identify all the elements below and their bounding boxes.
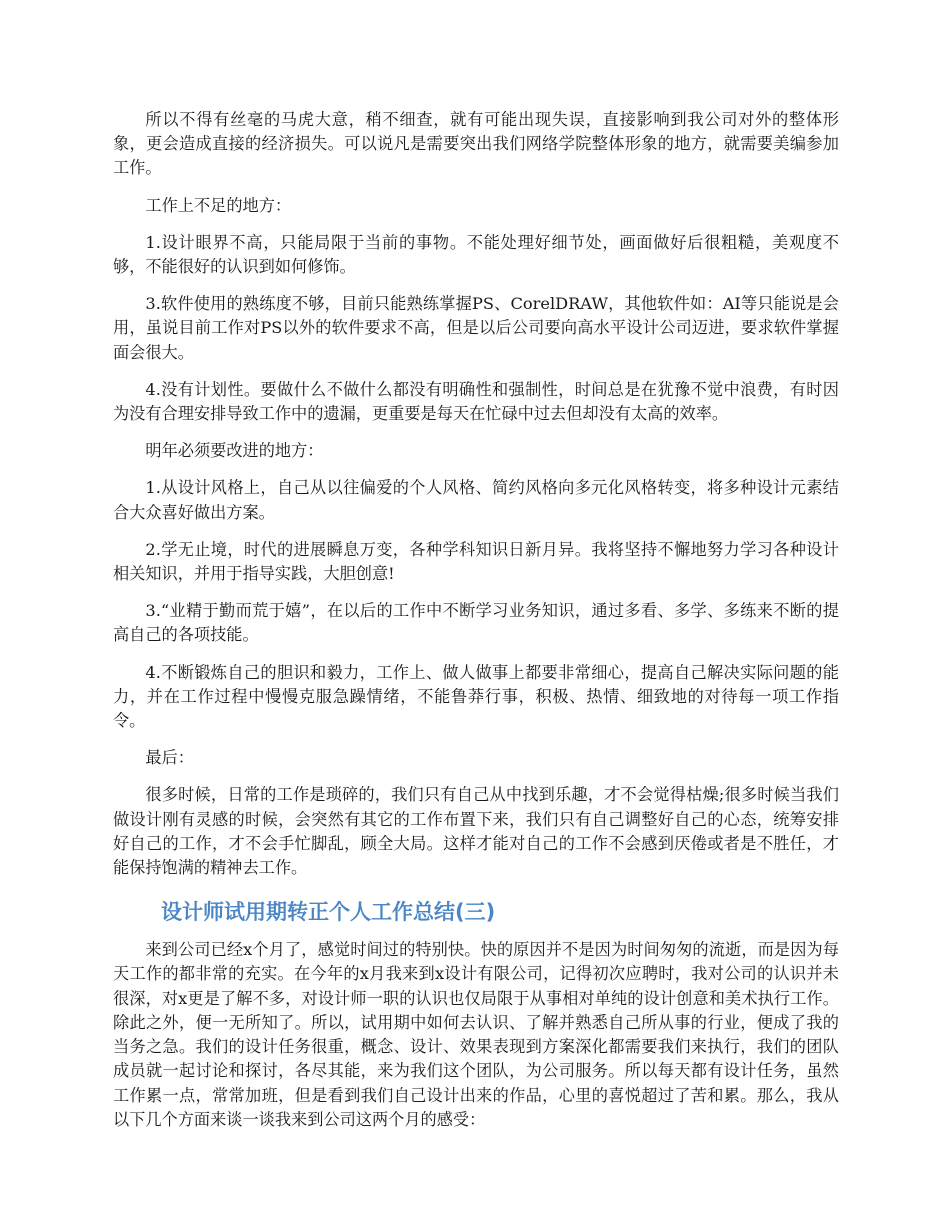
document-page bbox=[113, 108, 839, 1132]
list-item: 4.没有计划性。要做什么不做什么都没有明确性和强制性，时间总是在犹豫不觉中浪费，有时因为没有合理安排导致工作中的遗漏，更重要是每天在忙碌中过去但却没有太高的效率。 bbox=[113, 379, 839, 424]
list-item: 1.设计眼界不高，只能局限于当前的事物。不能处理好细节处，画面做好后很粗糙，美观度不够，不能很好的认识到如何修饰。 bbox=[113, 232, 839, 277]
list-item: 3.“业精于勤而荒于嬉”，在以后的工作中不断学习业务知识，通过多看、多学、多练来不断的提高自己的各项技能。 bbox=[113, 601, 839, 645]
list-item: 1.从设计风格上，自己从以往偏爱的个人风格、简约风格向多元化风格转变，将多种设计元素结合大众喜好做出方案。 bbox=[113, 478, 839, 522]
body-paragraph: 来到公司已经x个月了，感觉时间过的特别快。快的原因并不是因为时间匆匆的流逝，而是因为每天工作的都非常的充实。在今年的x月我来到x设计有限公司，记得初次应聘时，我对公司的认识并未很深，对x更是了解不多，对设计师一职的认识也仅局限于从事相对单纯的设计创意和美术执行工作。除此之外，便一无所知了。所以，试用期中如何去认识、了解并熟悉自己所从事的行业，便成了我的当务之急。我们的设计任务很重，概念、设计、效果表现到方案深化都需要我们来执行，我们的团队成员就一起讨论和探讨，各尽其能，来为我们这个团队，为公司服务。所以每天都有设计任务，虽然工作累一点，常常加班，但是看到我们自己设计出来的作品，心里的喜悦超过了苦和累。那么，我从以下几个方面来谈一谈我来到公司这两个月的感受： bbox=[113, 940, 839, 1129]
body-paragraph: 很多时候，日常的工作是琐碎的，我们只有自己从中找到乐趣，才不会觉得枯燥;很多时候当我们做设计刚有灵感的时候，会突然有其它的工作布置下来，我们只有自己调整好自己的心态，统筹安排好自己的工作，才不会手忙脚乱，顾全大局。这样才能对自己的工作不会感到厌倦或者是不胜任，才能保持饱满的精神去工作。 bbox=[113, 785, 839, 878]
section-label: 明年必须要改进的地方： bbox=[145, 441, 324, 461]
section-label: 工作上不足的地方： bbox=[145, 195, 292, 215]
list-item: 4.不断锻炼自己的胆识和毅力，工作上、做人做事上都要非常细心，提高自己解决实际问题的能力，并在工作过程中慢慢克服急躁情绪，不能鲁莽行事，积极、热情、细致地的对待每一项工作指令。 bbox=[113, 662, 839, 731]
body-paragraph: 所以不得有丝毫的马虎大意，稍不细查，就有可能出现失误，直接影响到我公司对外的整体形象，更会造成直接的经济损失。可以说凡是需要突出我们网络学院整体形象的地方，就需要美编参加工作。 bbox=[113, 110, 839, 178]
section-label: 最后： bbox=[145, 748, 194, 768]
list-item: 2.学无止境，时代的进展瞬息万变，各种学科知识日新月异。我将坚持不懈地努力学习各种设计相关知识，并用于指导实践，大胆创意! bbox=[113, 539, 839, 584]
list-item: 3.软件使用的熟练度不够，目前只能熟练掌握PS、CorelDRAW，其他软件如：AI等只能说是会用，虽说目前工作对PS以外的软件要求不高，但是以后公司要向高水平设计公司迈进，要求软件掌握面会很大。 bbox=[113, 294, 839, 362]
section-heading: 设计师试用期转正个人工作总结(三) bbox=[161, 900, 496, 925]
